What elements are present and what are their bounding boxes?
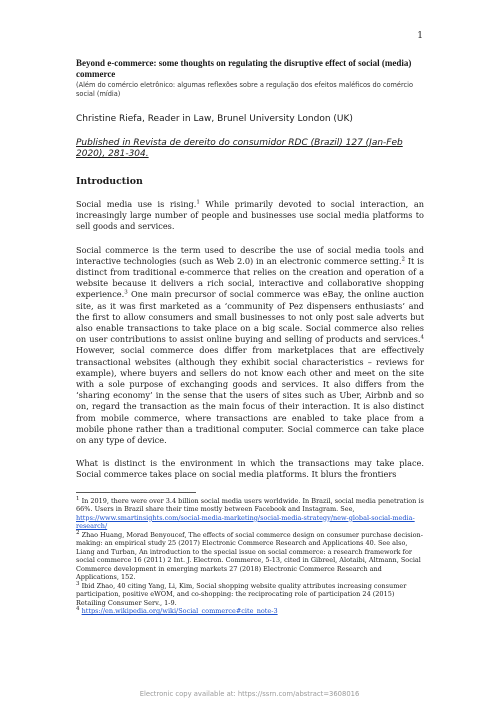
footnote-ref-3[interactable]: 3 [124,289,128,296]
paragraph-1-text-b: While primarily devoted to social interaction, an increasingly large number of people and businesses use social media platforms to sell goods and services. [76,199,424,232]
page-number: 1 [417,31,423,41]
paragraph-1-text-a: Social media use is rising. [76,199,197,209]
section-heading-introduction: Introduction [76,176,143,187]
publication-link[interactable]: Published in Revista de dereito do consumidor RDC (Brazil) 127 (Jan-Feb 2020), 281-304. [76,138,403,159]
paragraph-1 [76,199,424,233]
footnote-2-text: Zhao Huang, Morad Benyoucef, The effects of social commerce design on consumer purchase decision-making: an empirical study 25 (2017) Electronic Commerce Research and Applications 40. See also, Liang and Turban, An introduction to the special issue on social commerce: a research framework for social commerce 16 (2011) 2 Int. J. Electron. Commerce, 5-13, cited in Gibreel, Alotaibi, Altmann, Social Commerce development in emerging markets 27 (2018) Electronic Commerce Research and Applications, 152. [76,530,423,582]
paragraph-3: What is distinct is the environment in which the transactions may take place. Social commerce takes place on social media platforms. It blurs the frontiers [76,458,424,480]
footnotes [76,497,424,616]
footnote-4 [76,607,424,616]
footnote-1-number: 1 [76,495,80,502]
paragraph-2-text-c: One main precursor of social commerce was eBay, the online auction site, as it was first marketed as a ‘community of Pez dispensers enthusiasts’ and the first to allow consumers and small businesses to not only post sale adverts but also enable transactions to take place on a big scale. Social commerce also relies on user contributions to assist online buying and selling of products and services. [76,289,424,345]
paragraph-2-text-b: It is distinct from traditional e-commerce that relies on the creation and operation of a website because it delivers a rich social, interactive and collaborative shopping experience. [76,255,424,300]
footnote-ref-4[interactable]: 4 [420,334,424,341]
paragraph-2-text-a: Social commerce is the term used to describe the use of social media tools and interactive technologies (such as Web 2.0) in an electronic commerce setting. [76,244,424,266]
footnote-3 [76,582,424,608]
paper-title: Beyond e-commerce: some thoughts on regulating the disruptive effect of social (media) commerce [76,58,412,79]
footnote-ref-1[interactable]: 1 [196,199,200,206]
paragraph-2 [76,245,424,447]
footnote-2 [76,531,424,582]
footnote-4-link[interactable]: https://en.wikipedia.org/wiki/Social_commerce#cite_note-3 [81,607,278,616]
paper-subtitle: (Além do comércio eletrônico: algumas reflexões sobre a regulação dos efeitos maléficos do comércio social (mídia) [76,81,414,98]
footnote-1-text: In 2019, there were over 3.4 billion social media users worldwide. In Brazil, social media penetration is 66%. Users in Brazil share their time mostly between Facebook and Instagram. See, [76,496,424,514]
footnote-1 [76,497,424,531]
paragraph-2-text-d: However, social commerce does differ from marketplaces that are effectively transactional websites (although they exhibit social characteristics – reviews for example), where buyers and sellers do not know each other and meet on the site with a sole purpose of exchanging goods and services. It also differs from the ‘sharing economy’ in the sense that the users of sites such as Uber, Airbnb and so on, regard the transaction as the main focus of their interaction. It is also distinct from mobile commerce, where transactions are enabled to take place from a mobile phone rather than a traditional computer. Social commerce can take place on any type of device. [76,345,424,446]
footnote-3-text: Ibid Zhao, 40 citing Yang, Li, Kim, Social shopping website quality attributes increasing consumer participation, positive eWOM, and co-shopping: the reciprocating role of participation 24 (2015) Retailing Consumer Serv., 1-9. [76,581,407,607]
footnote-ref-2[interactable]: 2 [401,256,405,263]
footnote-2-number: 2 [76,529,80,536]
footnote-1-link[interactable]: https://www.smartinsights.com/social-media-marketing/social-media-strategy/new-global-social-media-research/ [76,513,415,531]
page-content [76,58,424,616]
author-line: Christine Riefa, Reader in Law, Brunel University London (UK) [76,114,353,124]
footnote-4-number: 4 [76,606,80,613]
footnote-3-number: 3 [76,580,80,587]
ssrn-footer: Electronic copy available at: https://ssrn.com/abstract=3608016 [139,690,360,698]
footnote-divider [76,492,196,493]
